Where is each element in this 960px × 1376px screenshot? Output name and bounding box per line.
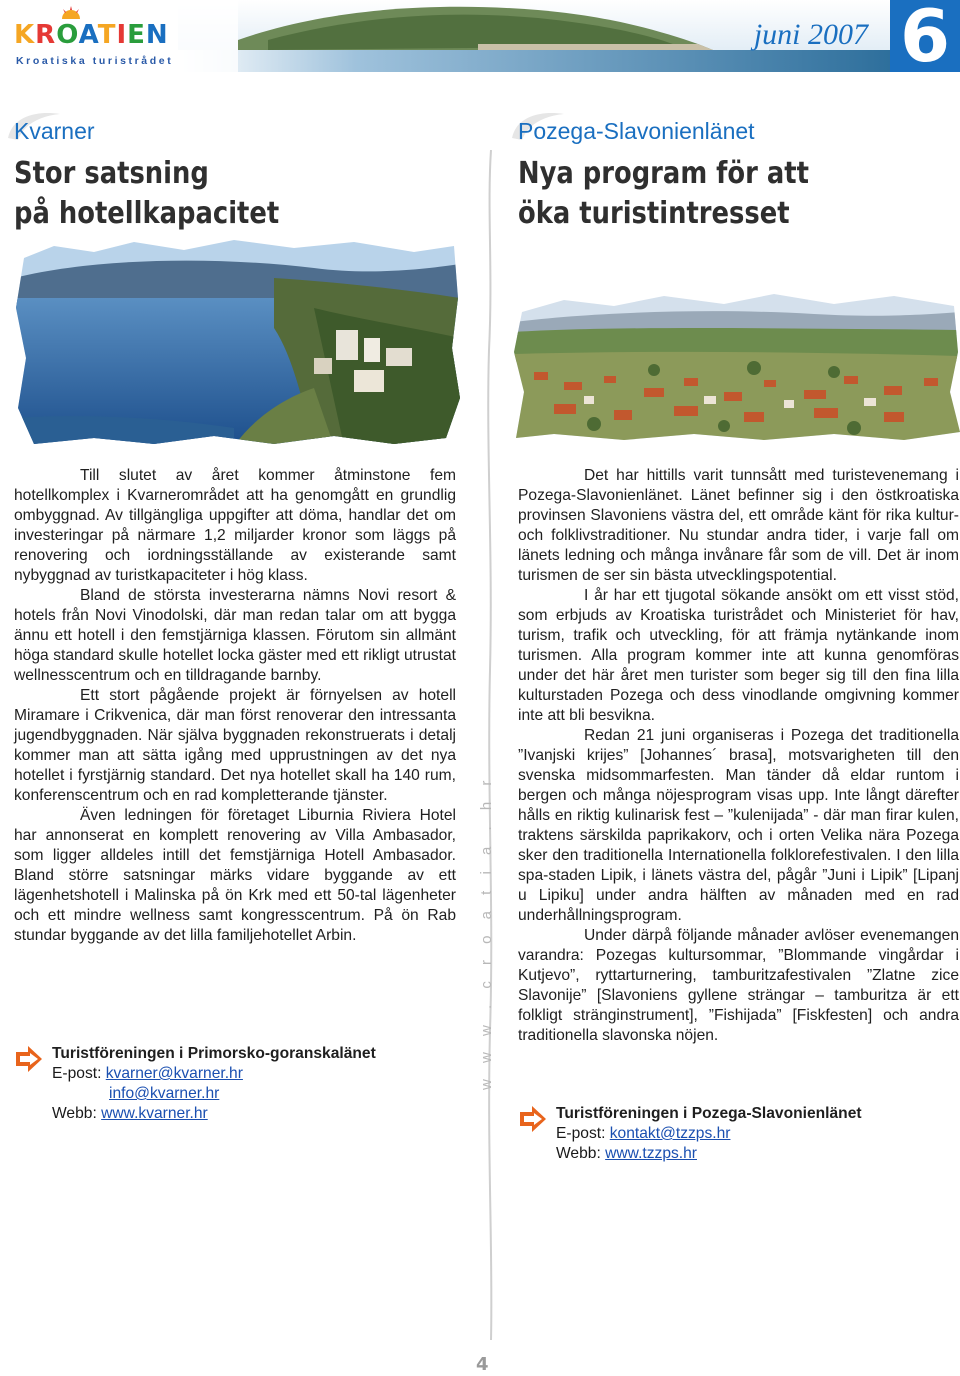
kvarner-article (14, 466, 456, 946)
page-header (0, 0, 960, 78)
website-link[interactable]: www.kvarner.hr (101, 1105, 208, 1122)
website-link[interactable]: www.tzzps.hr (605, 1145, 697, 1162)
column-divider (483, 150, 499, 1340)
article-paragraph: Redan 21 juni organiseras i Pozega det traditionella ”Ivanjski krijes” [Johannes´ brasa], motsvarigheten till den svenska midsommarfesten. Man tänder då eldar runtom i bergen och många nöjesprogram visas upp. Inte långt därefter hålls en riktig kulinarisk fest – ”kulenijada” - där man firar kulen, traktens särskilda paprikakorv, och i orten Velika nära Pozega sker den traditionella Internationella folklorefestivalen. I den lilla spa-staden Lipik, i länets västra del, pågår ”Juni i Lipik” [Lipanj u Lipiku] under andra hälften av månaden med en rad underhållningsprogram. (518, 727, 959, 924)
headline-line: på hotellkapacitet (14, 196, 280, 231)
headline-pozega (518, 154, 896, 234)
email-label: E-post: (556, 1125, 606, 1142)
headline-line: Nya program för att (518, 156, 809, 191)
left-section-heading (14, 116, 474, 234)
arrow-right-icon (518, 1104, 548, 1134)
issue-number: 6 (899, 0, 951, 78)
pozega-town-photo (514, 292, 960, 442)
section-region-pozega: Pozega-Slavonienlänet (518, 118, 755, 144)
sun-icon (60, 6, 82, 20)
kvarner-coast-photo (14, 238, 460, 446)
web-label: Webb: (52, 1105, 97, 1122)
headline-line: Stor satsning (14, 156, 209, 191)
issue-number-box (890, 0, 960, 78)
email-link[interactable]: kontakt@tzzps.hr (609, 1125, 731, 1142)
article-paragraph: Under därpå följande månader avlöser evenemangen varandra: Pozegas kultursommar, ”Blommande vingårdar i Kutjevo”, ryttarturnering, tamburitzafestivalen ”Zlatne zice Slavonije” [Slavoniens gyllene strängar – tamburitza är ett folkligt stränginstrument], ”Fishijada” [Fiskfesten] och andra traditionella slavonska nöjen. (518, 927, 959, 1044)
logo-wordmark: KROATIEN (14, 20, 169, 50)
arrow-right-icon (14, 1044, 44, 1074)
issue-date: juni 2007 (753, 18, 868, 51)
article-paragraph: Även ledningen för företaget Liburnia Riviera Hotel har annonserat en komplett renovering av Villa Ambasador, som ligger alldeles intill det femstjärniga Hotell Ambasador. Bland större satsningar märks vidare byggande av ett lägenhetshotell i Malinska på ön Krk med ett 50-tal lägenheter och ett mindre wellness samt kongresscentrum. På ön Rab stundar byggande av det lilla familjehotellet Arbin. (14, 807, 456, 944)
contact-organization: Turistföreningen i Pozega-Slavonienlänet (556, 1105, 862, 1122)
pozega-article (518, 466, 959, 1046)
kroatien-logo (14, 6, 174, 70)
vertical-website-text: w w w . c r o a t i a . h r (478, 774, 495, 1090)
pozega-contact (518, 1104, 958, 1164)
article-paragraph: Det har hittills varit tunnsått med turistevenemang i Pozega-Slavonienlänet. Länet befinner sig i den östkroatiska provinsen Slavoniens västra del, ett område känt för rika kultur- och folklivstraditioner. Nu stundar andra tider, i varje fall om länets ledning och många invånare får som de vill. Det är inom turismen de ser sin bästa utvecklingspotential. (518, 467, 959, 584)
email-link[interactable]: kvarner@kvarner.hr (105, 1065, 243, 1082)
page-number: 4 (476, 1354, 489, 1375)
article-paragraph: Till slutet av året kommer åtminstone fem hotellkomplex i Kvarnerområdet att ha genomgått en grundlig ombyggnad. Av tillgängliga uppgifter att döma, handlar det om investeringar på närmare 1,2 miljarder kronor som läggs på renovering och iordningsställande av existerande samt nybyggnad av turistkapaciteter i hög klass. (14, 467, 456, 584)
email-link[interactable]: info@kvarner.hr (109, 1085, 220, 1102)
contact-organization: Turistföreningen i Primorsko-goranskalänet (52, 1045, 376, 1062)
logo-subtitle: Kroatiska turistrådet (16, 55, 174, 67)
section-region-kvarner: Kvarner (14, 118, 95, 144)
web-label: Webb: (556, 1145, 601, 1162)
article-paragraph: I år har ett tjugotal sökande ansökt om ett visst stöd, som erbjuds av Kroatiska turistrådet och Ministeriet för hav, turism, trafik och utveckling, för att främja nytänkande inom turismen. Alla program kommer inte att kunna genomföras under det här året men turister som beger sig till den fina lilla kulturstaden Pozega och dess vinodlande omgivning kommer inte att bli besvikna. (518, 587, 959, 724)
article-paragraph: Bland de största investerarna nämns Novi resort & hotels från Novi Vinodolski, där man redan talar om att bygga ännu ett hotell i den femstjärniga klassen. Förutom sin allmänt höga standard skulle hotellet locka gäster med ett rikligt utrustat wellnesscentrum och en tilldragande barnby. (14, 587, 456, 684)
kvarner-contact (14, 1044, 464, 1124)
article-paragraph: Ett stort pågående projekt är förnyelsen av hotell Miramare i Crikvenica, där man först renoverar den intressanta jugendbyggnaden. När själva byggnaden rekonstruerats i detalj kommer man att sätta igång med upprustningen av det nya hotellet i fyrstjärnig standard. Det nya hotellet skall ha 140 rum, konferenscentrum och en rad kompletterande tjänster. (14, 687, 456, 804)
right-section-heading (518, 116, 958, 234)
headline-kvarner (14, 154, 410, 234)
email-label: E-post: (52, 1065, 102, 1082)
headline-line: öka turistintresset (518, 196, 790, 231)
